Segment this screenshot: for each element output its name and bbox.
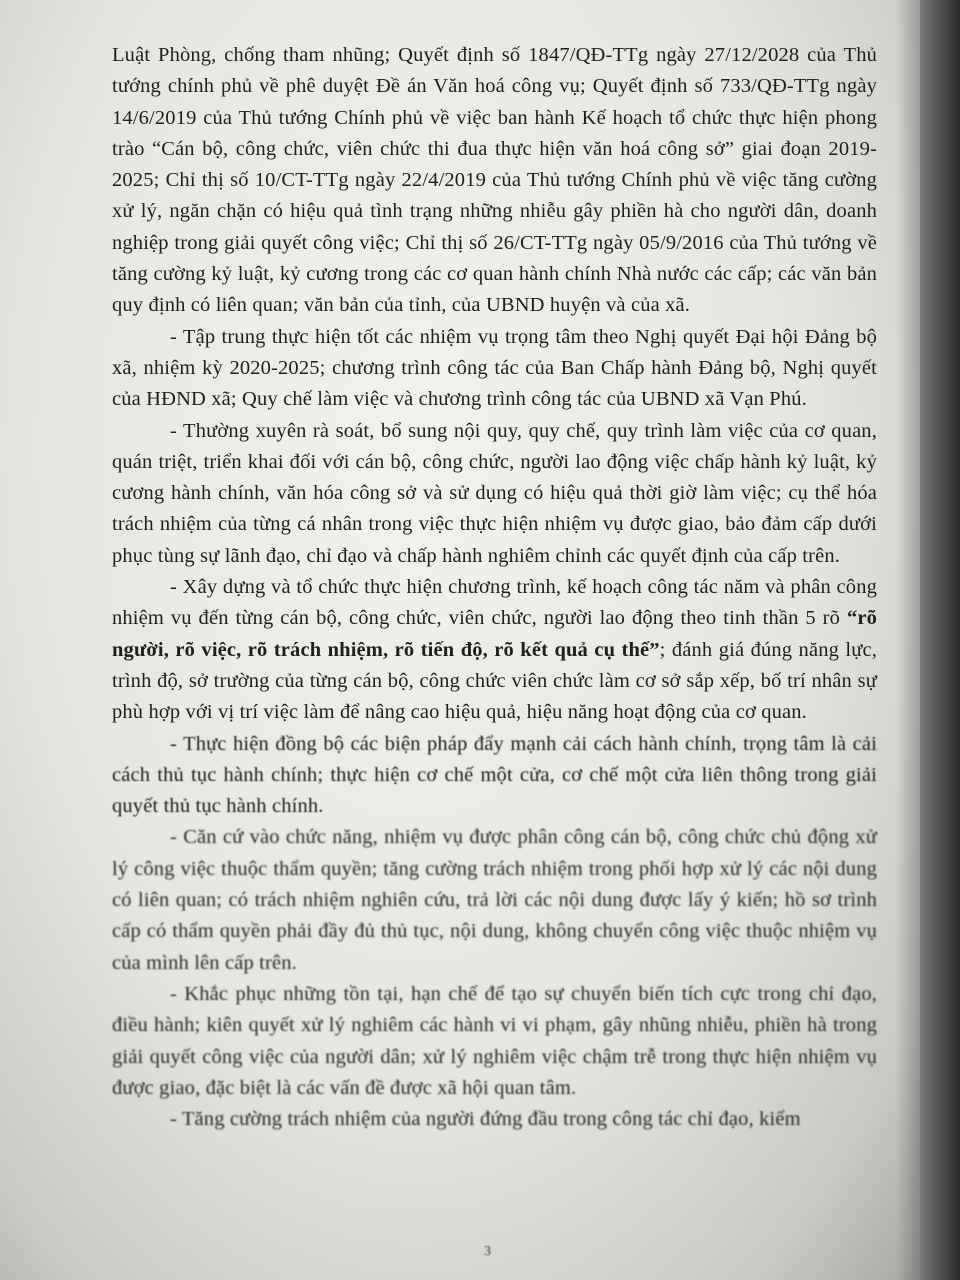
page-edge-shadow <box>896 0 920 1280</box>
intro-paragraph: Luật Phòng, chống tham nhũng; Quyết định số 1847/QĐ-TTg ngày 27/12/2028 của Thủ tướng chính phủ về phê duyệt Đề án Văn hoá công vụ; Quyết định số 733/QĐ-TTg ngày 14/6/2019 của Thủ tướng Chính phủ về việc ban hành Kế hoạch tổ chức thực hiện phong trào “Cán bộ, công chức, viên chức thi đua thực hiện văn hoá công sở” giai đoạn 2019-2025; Chỉ thị số 10/CT-TTg ngày 22/4/2019 của Thủ tướng Chính phủ về việc tăng cường xử lý, ngăn chặn có hiệu quả tình trạng những nhiễu gây phiền hà cho người dân, doanh nghiệp trong giải quyết công việc; Chỉ thị số 26/CT-TTg ngày 05/9/2016 của Thủ tướng về tăng cường kỷ luật, kỷ cương trong các cơ quan hành chính Nhà nước các cấp; các văn bản quy định có liên quan; văn bản của tỉnh, của UBND huyện và của xã. <box>112 44 877 317</box>
document-body <box>112 40 877 1135</box>
list-item-2: - Thường xuyên rà soát, bổ sung nội quy, quy chế, quy trình làm việc của cơ quan, quán triệt, triển khai đối với cán bộ, công chức, người lao động việc chấp hành kỷ luật, kỷ cương hành chính, văn hóa công sở và sử dụng có hiệu quả thời giờ làm việc; cụ thể hóa trách nhiệm của từng cá nhân trong việc thực hiện nhiệm vụ được giao, bảo đảm cấp dưới phục tùng sự lãnh đạo, chỉ đạo và chấp hành nghiêm chỉnh các quyết định của cấp trên. <box>112 419 877 567</box>
page-number: 3 <box>484 1244 491 1259</box>
list-item-3-text-start: - Xây dựng và tổ chức thực hiện chương trình, kế hoạch công tác năm và phân công nhiệm vụ đến từng cán bộ, công chức, viên chức, người lao động theo tinh thần 5 rõ <box>112 576 877 630</box>
list-item-6: - Khắc phục những tồn tại, hạn chế để tạo sự chuyển biến tích cực trong chỉ đạo, điều hành; kiên quyết xử lý nghiêm các hành vi vi phạm, gây nhũng nhiễu, phiền hà trong giải quyết công việc của người dân; xử lý nghiêm việc chậm trễ trong thực hiện nhiệm vụ được giao, đặc biệt là các vấn đề được xã hội quan tâm. <box>112 982 877 1099</box>
list-item-7: - Tăng cường trách nhiệm của người đứng đầu trong công tác chỉ đạo, kiểm <box>170 1108 801 1131</box>
five-clear-principles: “rõ người, rõ việc, rõ trách nhiệm, rõ tiến độ, rõ kết quả cụ thể” <box>112 607 877 661</box>
list-item-3 <box>112 572 877 728</box>
list-item-3-text-end: ; đánh giá đúng năng lực, trình độ, sở trường của từng cán bộ, công chức viên chức làm cơ sở sắp xếp, bố trí nhân sự phù hợp với vị trí việc làm để nâng cao hiệu quả, hiệu năng hoạt động của cơ quan. <box>112 638 877 724</box>
list-item-1: - Tập trung thực hiện tốt các nhiệm vụ trọng tâm theo Nghị quyết Đại hội Đảng bộ xã, nhiệm kỳ 2020-2025; chương trình công tác của Ban Chấp hành Đảng bộ, Nghị quyết của HĐND xã; Quy chế làm việc và chương trình công tác của UBND xã Vạn Phú. <box>112 325 877 411</box>
list-item-4: - Thực hiện đồng bộ các biện pháp đẩy mạnh cải cách hành chính, trọng tâm là cải cách thủ tục hành chính; thực hiện cơ chế một cửa, cơ chế một cửa liên thông trong giải quyết thủ tục hành chính. <box>112 732 877 818</box>
list-item-5: - Căn cứ vào chức năng, nhiệm vụ được phân công cán bộ, công chức chủ động xử lý công việc thuộc thẩm quyền; tăng cường trách nhiệm trong phối hợp xử lý các nội dung có liên quan; có trách nhiệm nghiên cứu, trả lời các nội dung được lấy ý kiến; hồ sơ trình cấp có thẩm quyền phải đầy đủ thủ tục, nội dung, không chuyển công việc thuộc nhiệm vụ của mình lên cấp trên. <box>112 826 877 974</box>
